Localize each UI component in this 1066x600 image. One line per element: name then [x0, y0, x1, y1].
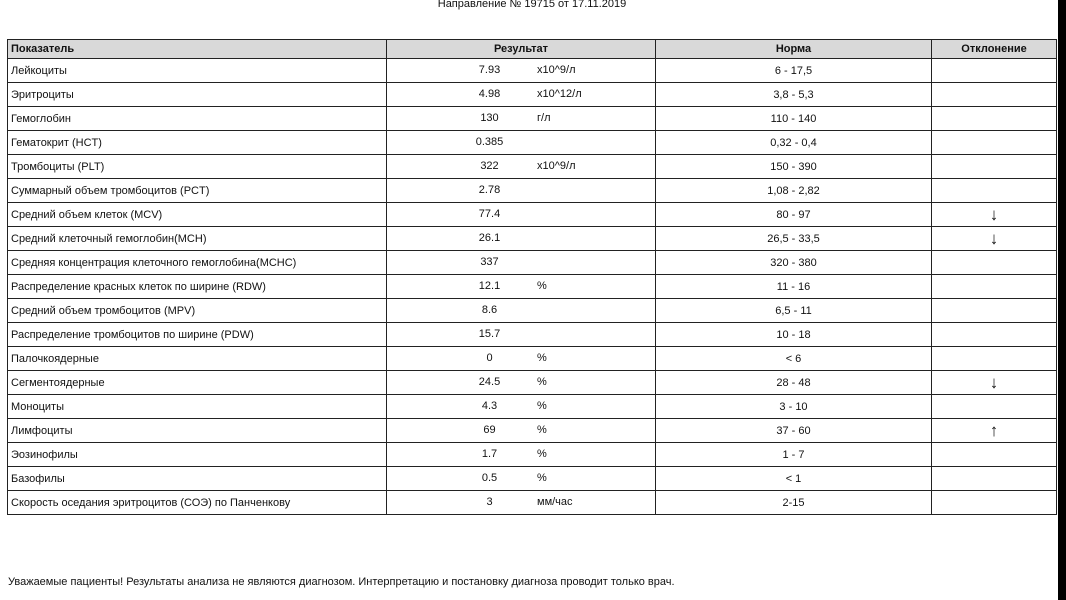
deviation-arrow-icon	[932, 131, 1057, 155]
indicator-name: Лимфоциты	[8, 419, 387, 443]
result-cell	[387, 179, 656, 203]
table-row	[8, 491, 1057, 515]
norm-range: 1,08 - 2,82	[656, 179, 932, 203]
screen-edge	[1058, 0, 1066, 600]
indicator-name: Моноциты	[8, 395, 387, 419]
deviation-arrow-icon	[932, 83, 1057, 107]
norm-range: 28 - 48	[656, 371, 932, 395]
indicator-name: Эритроциты	[8, 83, 387, 107]
norm-range: < 1	[656, 467, 932, 491]
deviation-arrow-icon	[932, 59, 1057, 83]
result-cell	[387, 155, 656, 179]
table-row	[8, 227, 1057, 251]
result-cell	[387, 347, 656, 371]
deviation-arrow-icon	[932, 395, 1057, 419]
indicator-name: Сегментоядерные	[8, 371, 387, 395]
result-value: 24.5	[478, 376, 501, 388]
norm-range: 1 - 7	[656, 443, 932, 467]
indicator-name: Средний объем клеток (MCV)	[8, 203, 387, 227]
result-value: 130	[480, 112, 499, 124]
indicator-name: Распределение красных клеток по ширине (RDW)	[8, 275, 387, 299]
result-value: 0.5	[481, 472, 498, 484]
norm-range: 110 - 140	[656, 107, 932, 131]
norm-range: 0,32 - 0,4	[656, 131, 932, 155]
result-unit: %	[537, 472, 547, 484]
result-unit: x10^9/л	[537, 160, 576, 172]
indicator-name: Палочкоядерные	[8, 347, 387, 371]
norm-range: 2-15	[656, 491, 932, 515]
deviation-arrow-icon: ↓	[932, 203, 1057, 227]
result-cell	[387, 467, 656, 491]
table-row	[8, 251, 1057, 275]
result-unit: x10^12/л	[537, 88, 582, 100]
indicator-name: Распределение тромбоцитов по ширине (PDW)	[8, 323, 387, 347]
table-row	[8, 107, 1057, 131]
norm-range: < 6	[656, 347, 932, 371]
table-row	[8, 347, 1057, 371]
table-row	[8, 59, 1057, 83]
result-cell	[387, 371, 656, 395]
table-row	[8, 275, 1057, 299]
norm-range: 6,5 - 11	[656, 299, 932, 323]
result-unit: г/л	[537, 112, 551, 124]
result-cell	[387, 203, 656, 227]
result-unit: %	[537, 376, 547, 388]
deviation-arrow-icon	[932, 107, 1057, 131]
result-cell	[387, 251, 656, 275]
table-row	[8, 371, 1057, 395]
result-unit: %	[537, 280, 547, 292]
result-value: 3	[486, 496, 493, 508]
result-value: 69	[483, 424, 496, 436]
table-row	[8, 131, 1057, 155]
norm-range: 6 - 17,5	[656, 59, 932, 83]
table-header-row	[8, 40, 1057, 59]
indicator-name: Эозинофилы	[8, 443, 387, 467]
norm-range: 3,8 - 5,3	[656, 83, 932, 107]
indicator-name: Средний объем тромбоцитов (MPV)	[8, 299, 387, 323]
norm-range: 80 - 97	[656, 203, 932, 227]
column-header-result: Результат	[387, 40, 656, 59]
indicator-name: Лейкоциты	[8, 59, 387, 83]
table-row	[8, 179, 1057, 203]
deviation-arrow-icon: ↓	[932, 227, 1057, 251]
result-value: 77.4	[478, 208, 501, 220]
result-value: 4.98	[478, 88, 501, 100]
table-row	[8, 419, 1057, 443]
result-cell	[387, 443, 656, 467]
norm-range: 10 - 18	[656, 323, 932, 347]
result-value: 15.7	[478, 328, 501, 340]
deviation-arrow-icon	[932, 443, 1057, 467]
result-value: 7.93	[478, 64, 501, 76]
norm-range: 150 - 390	[656, 155, 932, 179]
deviation-arrow-icon	[932, 179, 1057, 203]
norm-range: 37 - 60	[656, 419, 932, 443]
table-row	[8, 203, 1057, 227]
result-unit: %	[537, 448, 547, 460]
result-cell	[387, 299, 656, 323]
table-row	[8, 299, 1057, 323]
deviation-arrow-icon: ↓	[932, 371, 1057, 395]
table-row	[8, 155, 1057, 179]
result-unit: x10^9/л	[537, 64, 576, 76]
result-cell	[387, 491, 656, 515]
result-value: 12.1	[478, 280, 501, 292]
result-cell	[387, 59, 656, 83]
result-cell	[387, 323, 656, 347]
result-value: 2.78	[478, 184, 501, 196]
deviation-arrow-icon	[932, 323, 1057, 347]
column-header-deviation: Отклонение	[932, 40, 1057, 59]
indicator-name: Тромбоциты (PLT)	[8, 155, 387, 179]
result-value: 8.6	[481, 304, 498, 316]
norm-range: 320 - 380	[656, 251, 932, 275]
deviation-arrow-icon	[932, 467, 1057, 491]
deviation-arrow-icon	[932, 155, 1057, 179]
result-value: 1.7	[481, 448, 498, 460]
result-unit: %	[537, 424, 547, 436]
result-cell	[387, 275, 656, 299]
norm-range: 26,5 - 33,5	[656, 227, 932, 251]
result-cell	[387, 395, 656, 419]
deviation-arrow-icon: ↑	[932, 419, 1057, 443]
column-header-indicator: Показатель	[8, 40, 387, 59]
result-cell	[387, 83, 656, 107]
norm-range: 3 - 10	[656, 395, 932, 419]
deviation-arrow-icon	[932, 251, 1057, 275]
indicator-name: Гематокрит (HCT)	[8, 131, 387, 155]
column-header-norm: Норма	[656, 40, 932, 59]
result-unit: %	[537, 400, 547, 412]
result-value: 26.1	[478, 232, 501, 244]
table-row	[8, 443, 1057, 467]
result-cell	[387, 107, 656, 131]
results-table	[7, 39, 1057, 515]
result-value: 4.3	[481, 400, 498, 412]
result-unit: %	[537, 352, 547, 364]
result-unit: мм/час	[537, 496, 573, 508]
table-row	[8, 395, 1057, 419]
result-cell	[387, 131, 656, 155]
result-value: 337	[480, 256, 499, 268]
deviation-arrow-icon	[932, 491, 1057, 515]
norm-range: 11 - 16	[656, 275, 932, 299]
disclaimer-note: Уважаемые пациенты! Результаты анализа не являются диагнозом. Интерпретацию и постановку диагноза проводит только врач.	[8, 576, 675, 588]
deviation-arrow-icon	[932, 299, 1057, 323]
deviation-arrow-icon	[932, 347, 1057, 371]
result-value: 0.385	[475, 136, 504, 148]
indicator-name: Средний клеточный гемоглобин(MCH)	[8, 227, 387, 251]
indicator-name: Суммарный объем тромбоцитов (PCT)	[8, 179, 387, 203]
result-value: 0	[486, 352, 493, 364]
indicator-name: Базофилы	[8, 467, 387, 491]
indicator-name: Гемоглобин	[8, 107, 387, 131]
table-row	[8, 83, 1057, 107]
table-row	[8, 323, 1057, 347]
result-value: 322	[480, 160, 499, 172]
referral-title: Направление № 19715 от 17.11.2019	[437, 0, 627, 10]
indicator-name: Средняя концентрация клеточного гемоглобина(MCHC)	[8, 251, 387, 275]
result-cell	[387, 419, 656, 443]
deviation-arrow-icon	[932, 275, 1057, 299]
indicator-name: Скорость оседания эритроцитов (СОЭ) по Панченкову	[8, 491, 387, 515]
result-cell	[387, 227, 656, 251]
table-row	[8, 467, 1057, 491]
